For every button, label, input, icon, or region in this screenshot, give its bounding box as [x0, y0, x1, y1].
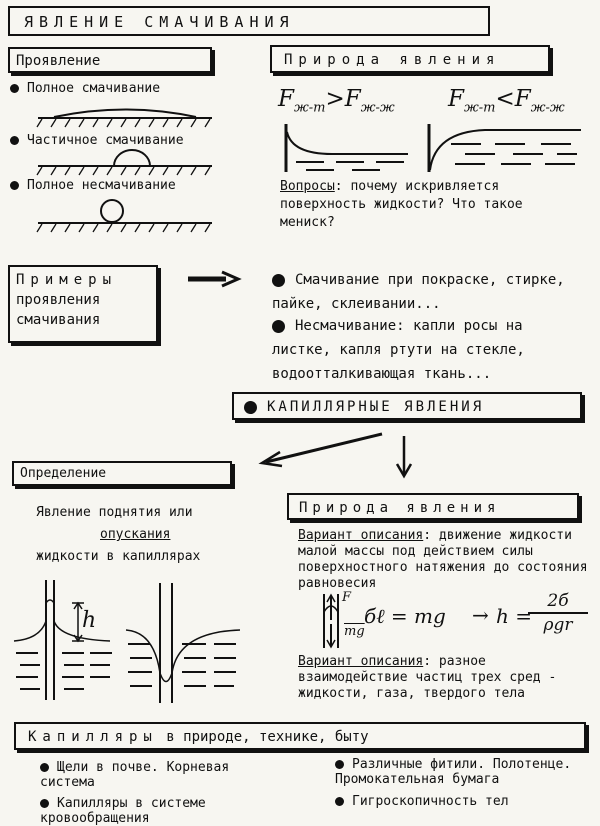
- meniscus-down-drawing: [282, 122, 412, 177]
- bullet-icon: [272, 274, 285, 287]
- capillary-depression-drawing: [120, 578, 250, 708]
- capillary-rise-drawing: [10, 575, 120, 705]
- capillaries-heading-b: в природе, технике, быту: [157, 729, 369, 745]
- formula-arrow: →: [472, 603, 489, 627]
- capillaries-heading-box: [14, 722, 586, 750]
- bullet-icon: [272, 320, 285, 333]
- capillary-example-right-2: Гигроскопичность тел: [335, 794, 590, 809]
- height-label: h: [82, 608, 97, 633]
- examples-heading-line3: смачивания: [16, 312, 101, 328]
- force-inequality-right: $F_{ж-т}<F_{ж-ж}$: [448, 86, 565, 116]
- nature1-heading-box: [270, 45, 550, 73]
- force-mg-label: $\overline{mg}$: [344, 624, 365, 639]
- examples-heading-line1: Примеры: [16, 272, 118, 288]
- capillary-example-right-1: Различные фитили. Полотенце. Промокательная бумага: [335, 757, 572, 787]
- capillary-heading-box: [232, 392, 582, 420]
- formula-height: h =: [496, 604, 532, 628]
- example-wetting: Смачивание при покраске, стирке, пайке, склеивании...: [272, 272, 565, 312]
- full-wetting-drawing: [36, 100, 216, 130]
- manifest-item-2: Частичное смачивание: [10, 132, 184, 150]
- capillaries-heading-a: Капилляры: [28, 729, 158, 745]
- definition-heading-box: [12, 461, 232, 486]
- variant2-text: Вариант описания: разное взаимодействие частиц трех сред - жидкости, газа, твердого тела: [298, 654, 557, 701]
- formula-fraction: 2б ρgr: [528, 590, 588, 636]
- variant1-text: Вариант описания: движение жидкости малой массы под действием силы поверхностного натяжения до состояния равновесия: [298, 528, 588, 591]
- capillary-example-left-2: Капилляры в системе кровообращения: [40, 796, 206, 826]
- force-inequality-left: $F_{ж-т}>F_{ж-ж}$: [278, 86, 395, 116]
- nature2-heading: Природа явления: [299, 500, 501, 516]
- bullet-icon: [10, 181, 19, 190]
- partial-wetting-drawing: [36, 148, 216, 178]
- bullet-icon: [10, 84, 19, 93]
- arrow-down-icon: [394, 434, 414, 480]
- questions-label: Вопросы: [280, 179, 335, 194]
- example-nonwetting: Несмачивание: капли росы на листке, капля ртути на стекле, водоотталкивающая ткань...: [272, 318, 525, 382]
- arrow-diagonal-icon: [256, 430, 386, 470]
- arrow-right-icon: [186, 269, 246, 289]
- page-title: ЯВЛЕНИЕ СМАЧИВАНИЯ: [24, 13, 295, 31]
- bullet-icon: [40, 799, 49, 808]
- examples-heading-box: [8, 265, 158, 343]
- questions-text: Вопросы: почему искривляется поверхность жидкости? Что такое мениск?: [280, 179, 523, 230]
- manifest-heading: Проявление: [16, 53, 101, 69]
- manifest-item-3: Полное несмачивание: [10, 177, 176, 195]
- meniscus-up-drawing: [425, 122, 585, 177]
- manifest-item-1: Полное смачивание: [10, 80, 160, 98]
- nature2-heading-box: [287, 493, 579, 520]
- definition-heading: Определение: [20, 466, 107, 481]
- bullet-icon: [10, 136, 19, 145]
- capillary-heading: КАПИЛЛЯРНЫЕ ЯВЛЕНИЯ: [267, 399, 485, 415]
- variant2-label: Вариант описания: [298, 654, 424, 669]
- bullet-icon: [40, 763, 49, 772]
- nature1-heading: Природа явления: [284, 52, 501, 68]
- formula-equilibrium: бℓ = mg: [364, 604, 446, 628]
- capillary-example-left-1: Щели в почве. Корневая система: [40, 760, 230, 790]
- variant1-label: Вариант описания: [298, 528, 424, 543]
- force-f-label: F: [342, 590, 352, 605]
- bullet-icon: [244, 401, 257, 414]
- manifest-heading-box: [8, 47, 212, 73]
- bullet-icon: [335, 760, 344, 769]
- non-wetting-drawing: [36, 196, 216, 236]
- bullet-icon: [335, 797, 344, 806]
- page-title-box: [8, 6, 490, 36]
- examples-heading-line2: проявления: [16, 292, 101, 308]
- definition-text: Явление поднятия или опускания жидкости в капиллярах: [36, 505, 201, 564]
